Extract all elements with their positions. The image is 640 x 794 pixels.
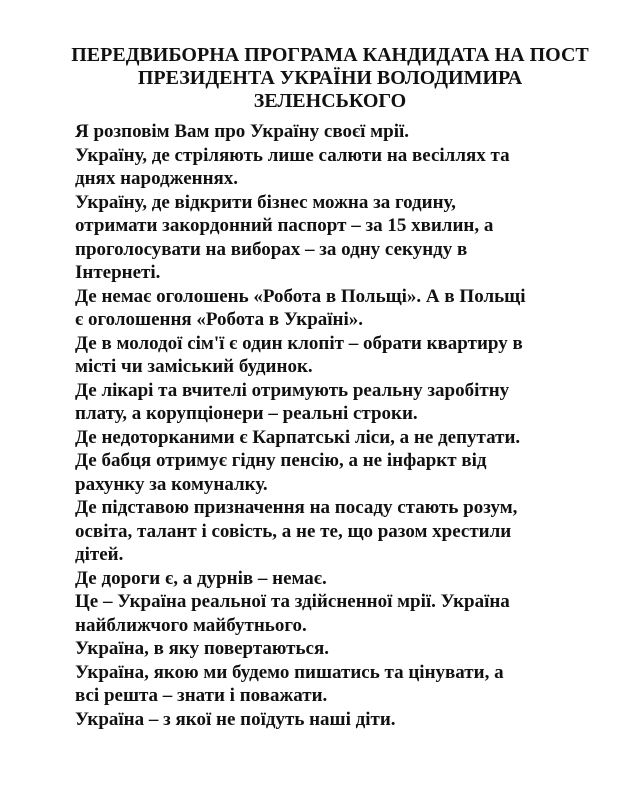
text-line: освіта, талант і совість, а не те, що разом хрестили (75, 520, 512, 542)
paragraph (75, 426, 605, 450)
document-title (60, 44, 600, 113)
text-line: Україну, де стріляють лише салюти на весіллях та (75, 144, 510, 166)
text-line: є оголошення «Робота в Україні». (75, 309, 364, 330)
title-line: ЗЕЛЕНСЬКОГО (253, 90, 407, 112)
title-line: ПЕРЕДВИБОРНА ПРОГРАМА КАНДИДАТА НА ПОСТ (71, 44, 589, 66)
text-line: рахунку за комуналку. (75, 473, 268, 495)
text-line: Це – Україна реальної та здійсненної мрії. Україна (75, 591, 510, 612)
text-line: Де підставою призначення на посаду стають розум, (75, 497, 518, 518)
text-line: Де недоторканими є Карпатські ліси, а не депутати. (75, 426, 521, 448)
paragraph (75, 285, 605, 332)
text-line: Де в молодої сім'ї є один клопіт – обрати квартиру в (75, 332, 523, 354)
paragraph (75, 708, 605, 732)
text-line: Україна, в яку повертаються. (75, 638, 330, 659)
text-line: Україна, якою ми будемо пишатись та цінувати, а (75, 661, 504, 683)
paragraph (75, 144, 605, 191)
text-line: Україна – з якої не поїдуть наші діти. (75, 708, 396, 730)
paragraph (75, 567, 605, 591)
text-line: Де дороги є, а дурнів – немає. (75, 567, 327, 589)
text-line: Україну, де відкрити бізнес можна за годину, (75, 191, 456, 213)
text-line: проголосувати на виборах – за одну секунду в (75, 238, 468, 260)
paragraph (75, 191, 605, 285)
text-line: дітей. (75, 544, 124, 565)
paragraph (75, 449, 605, 496)
text-line: Де немає оголошень «Робота в Польщі». А в Польщі (75, 285, 526, 307)
text-line: плату, а корупціонери – реальні строки. (75, 403, 418, 424)
text-line: Де бабця отримує гідну пенсію, а не інфаркт від (75, 450, 487, 471)
text-line: Я розповім Вам про Україну своєї мрії. (75, 121, 410, 142)
title-line: ПРЕЗИДЕНТА УКРАЇНИ ВОЛОДИМИРА (137, 67, 523, 89)
text-line: найближчого майбутнього. (75, 614, 307, 636)
paragraph (75, 590, 605, 637)
text-line: місті чи заміський будинок. (75, 356, 313, 377)
text-line: Інтернеті. (75, 262, 161, 283)
paragraph (75, 332, 605, 379)
text-line: Де лікарі та вчителі отримують реальну заробітну (75, 379, 510, 401)
paragraph (75, 637, 605, 661)
paragraph (75, 496, 605, 567)
program-text (75, 120, 605, 731)
text-line: отримати закордонний паспорт – за 15 хвилин, а (75, 215, 494, 236)
text-line: всі решта – знати і поважати. (75, 685, 328, 706)
paragraph (75, 120, 605, 144)
text-line: днях народженнях. (75, 168, 239, 189)
paragraph (75, 661, 605, 708)
paragraph (75, 379, 605, 426)
